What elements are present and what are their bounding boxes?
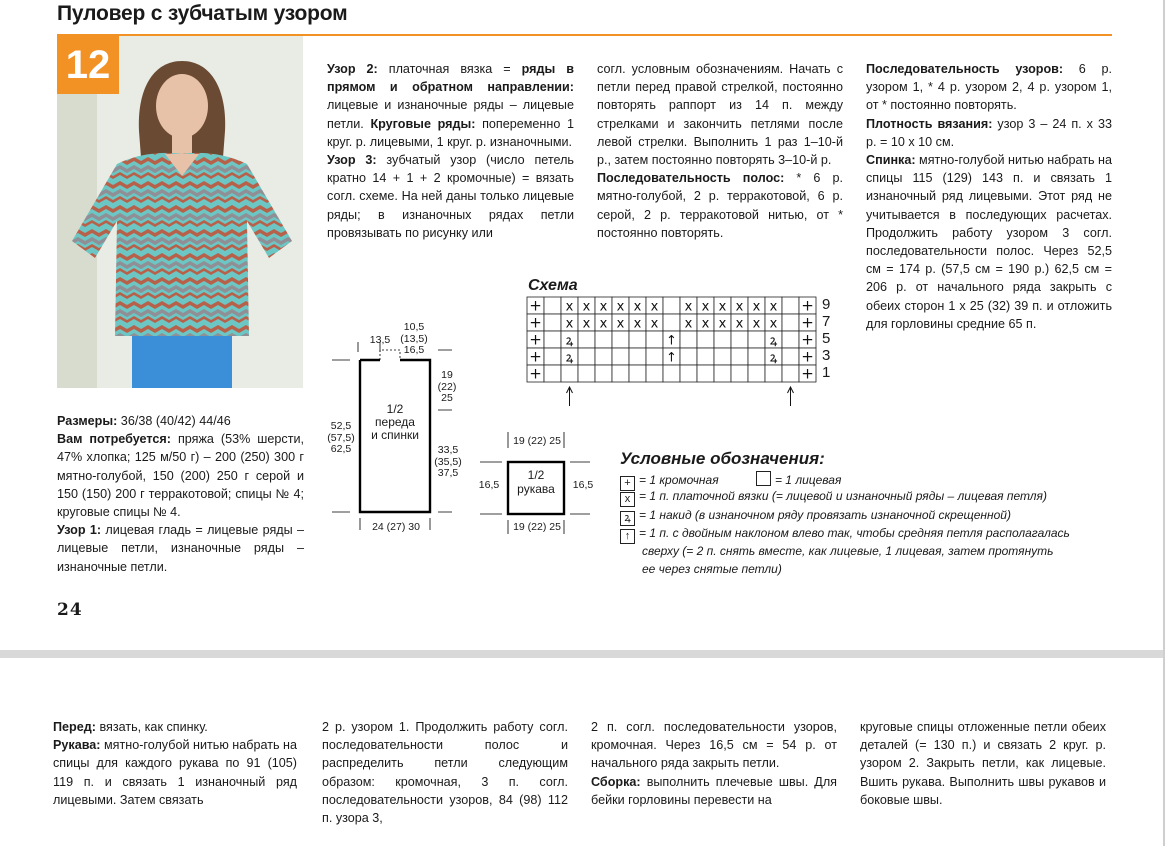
chart-cell <box>612 365 629 382</box>
model-number-badge: 12 <box>57 36 119 94</box>
garter-stitch-symbol: x <box>684 299 693 315</box>
pattern2-text-e: попеременно 1 круг. р. лицевыми, 1 круг. р. изнаночными. <box>327 116 575 149</box>
stripes-value: * 6 р. мятно-голубой, 2 р. терракотовой, 6 р. серой, 2 р. терракотовой нитью, от * постоянно повторять. <box>597 171 843 240</box>
legend-decrease-2: сверху (= 2 п. снять вместе, как лицевые, 1 лицевая, затем протянуть <box>642 544 1054 558</box>
garter-stitch-symbol: x <box>633 316 642 332</box>
body-length-label: 52,5 (57,5) 62,5 <box>327 420 355 455</box>
edge-stitch-symbol: + <box>801 330 814 349</box>
pattern1-value: лицевая гладь = лицевые ряды – лицевые петли, изнаночные ряды – изнаночные петли. <box>57 523 304 574</box>
garter-stitch-symbol: x <box>582 299 591 315</box>
bottom-column-1 <box>53 718 297 809</box>
chart-cell <box>680 348 697 365</box>
garter-stitch-symbol: x <box>650 316 659 332</box>
pattern2-text-d: Круговые ряды: <box>370 116 476 131</box>
row-number-3: 3 <box>822 347 831 364</box>
edge-stitch-symbol: + <box>801 364 814 383</box>
sleeve-right-label: 16,5 <box>572 479 594 491</box>
chart-cell <box>663 314 680 331</box>
double-decrease-symbol: ↑ <box>666 350 677 366</box>
chart-cell <box>544 348 561 365</box>
chart-cell <box>697 331 714 348</box>
chart-cell <box>629 331 646 348</box>
assembly-continued: круговые спицы отложенные петли обеих деталей (= 130 п.) и связать 2 круг. р. узором 2. Закрыть петли, как лицевые. Вшить рукава. Выполнить швы рукавов и боковые швы. <box>860 720 1106 807</box>
garter-stitch-symbol: x <box>701 316 710 332</box>
bottom-column-3 <box>591 718 837 809</box>
repeat-start-arrow <box>567 387 573 406</box>
repeat-end-arrow <box>788 387 794 406</box>
garter-stitch-symbol: x <box>718 299 727 315</box>
row-number-7: 7 <box>822 313 831 330</box>
chart-cell <box>595 348 612 365</box>
legend-dec-text-1: = 1 п. с двойным наклоном влево так, чтобы средняя петля располагалась <box>639 526 1070 540</box>
chart-cell <box>595 331 612 348</box>
chart-cell <box>646 348 663 365</box>
schema-title: Схема <box>528 277 578 294</box>
pattern3-label: Узор 3: <box>327 153 377 168</box>
chart-cell <box>544 365 561 382</box>
yarn-over-icon: ꝝ <box>620 511 635 526</box>
garter-stitch-symbol: x <box>599 299 608 315</box>
chart-cell <box>748 331 765 348</box>
model-photo <box>57 36 303 388</box>
garter-stitch-symbol: x <box>582 316 591 332</box>
legend-yo-text: = 1 накид (в изнаночном ряду провязать изнаночной скрещенной) <box>639 508 1011 522</box>
legend-knit-text: = 1 лицевая <box>774 473 842 487</box>
stripes-label: Последовательность полос: <box>597 171 785 186</box>
edge-stitch-symbol: + <box>529 330 542 349</box>
legend-title: Условные обозначения: <box>620 449 825 468</box>
chart-cell <box>663 365 680 382</box>
front-value: вязать, как спинку. <box>95 720 208 734</box>
garter-stitch-symbol: x <box>684 316 693 332</box>
chart-cell <box>697 365 714 382</box>
body-side-label: 33,5 (35,5) 37,5 <box>434 444 462 479</box>
chart-cell <box>782 297 799 314</box>
bottom-column-2 <box>322 718 568 827</box>
body-piece-label: 1/2 переда и спинки <box>371 402 419 442</box>
yarn-over-symbol: ꝝ <box>769 333 778 349</box>
yarn-over-symbol: ꝝ <box>565 333 574 349</box>
chart-cell <box>578 348 595 365</box>
body-armhole-label: 19 (22) 25 <box>437 369 457 404</box>
garter-stitch-symbol: x <box>565 316 574 332</box>
page-number: 24 <box>57 600 83 620</box>
sizes-label: Размеры: <box>57 414 118 428</box>
garter-stitch-symbol: x <box>650 299 659 315</box>
pattern2-text-c: лицевые и изнаночные ряды – лицевые петли. <box>327 98 574 131</box>
garter-stitch-symbol: x <box>769 299 778 315</box>
yarn-over-symbol: ꝝ <box>769 350 778 366</box>
sequence-label: Последовательность узоров: <box>866 62 1064 76</box>
garter-stitch-symbol: x <box>701 299 710 315</box>
pattern3-continued: согл. условным обозначениям. Начать с петли перед правой стрелкой, постоянно повторять раппорт из 14 п. между стрелками и закончить петлями после левой стрелки. Выполнить 1 раз 1–10-й р., затем постоянно повторять 3–10-й р. <box>597 62 843 168</box>
garter-stitch-symbol: x <box>616 316 625 332</box>
edge-stitch-symbol: + <box>529 347 542 366</box>
yarn-over-symbol: ꝝ <box>565 350 574 366</box>
chart-cell <box>646 365 663 382</box>
front-label: Перед: <box>53 720 96 734</box>
pattern1-label: Узор 1: <box>57 523 102 538</box>
chart-cell <box>544 331 561 348</box>
page-bottom <box>0 658 1165 846</box>
chart-cell <box>646 331 663 348</box>
chart-cell <box>782 348 799 365</box>
garter-stitch-symbol: x <box>718 316 727 332</box>
double-decrease-symbol: ↑ <box>666 333 677 349</box>
page-separator <box>0 650 1165 658</box>
garter-stitch-symbol: x <box>616 299 625 315</box>
legend-decrease-3: ее через снятые петли) <box>642 562 782 576</box>
chart-cell <box>782 365 799 382</box>
chart-cell <box>748 365 765 382</box>
chart-cell <box>731 348 748 365</box>
sleeves-value: мятно-голубой нитью набрать на спицы для каждого рукава по 91 (105) 119 п. и связать 1 изнаночный ряд лицевыми. Затем связать <box>53 738 297 807</box>
sequence-value: 6 р. узором 1, * 4 р. узором 2, 4 р. узором 1, от * постоянно повторять. <box>866 62 1112 113</box>
sleeves-end: 2 п. согл. последовательности узоров, кромочная. Через 16,5 см = 54 р. от начального ряда закрыть петли. <box>591 720 837 771</box>
sleeve-top-label: 19 (22) 25 <box>513 435 561 447</box>
materials-value: пряжа (53% шерсти, 47% хлопка; 125 м/50 г) – 200 (250) 300 г мятно-голубой, 150 (200) 250 г серой и 150 (150) 200 г терракотовой; спицы № 4; круговые спицы № 4. <box>57 432 305 520</box>
garter-stitch-symbol: x <box>752 299 761 315</box>
density-value: узор 3 – 24 п. х 33 р. = 10 х 10 см. <box>866 116 1112 149</box>
pattern3-value: зубчатый узор (число петель кратно 14 + 1 + 2 кромочные) = вязать согл. схеме. На ней даны только лицевые ряды; в изнаночных рядах петли провязывать по рисунку или <box>327 153 574 240</box>
edge-stitch-symbol: + <box>529 296 542 315</box>
chart-cell <box>731 365 748 382</box>
row-number-5: 5 <box>822 330 831 347</box>
back-value: мятно-голубой нитью набрать на спицы 115 (129) 143 п. и связать 1 изнаночный ряд лицевыми. Этот ряд не учитывается в последующих расчетах. Продолжить работу узором 3 согл. последовательности полос. Через 52,5 см = 174 р. (57,5 см = 190 р.) 62,5 см = 206 р. от начального ряда закрыть с обеих сторон 1 х 25 (32) 39 п. и отложить для горловины средние 65 п. <box>866 153 1112 331</box>
body-neck-label: 10,5 (13,5) 16,5 <box>400 321 428 356</box>
edge-stitch-symbol: + <box>529 313 542 332</box>
materials-column <box>57 412 304 576</box>
chart-cell <box>748 348 765 365</box>
legend-garter-text: = 1 п. платочной вязки (= лицевой и изнаночный ряды – лицевая петля) <box>639 489 1047 503</box>
sleeve-piece-label: 1/2 рукава <box>517 468 555 496</box>
body-width-label: 24 (27) 30 <box>372 521 420 533</box>
chart-cell <box>782 331 799 348</box>
chart-cell <box>697 348 714 365</box>
pattern2-text-a: платочная вязка = <box>377 62 522 76</box>
legend-decrease <box>620 526 1070 544</box>
sleeves-continued: 2 р. узором 1. Продолжить работу согл. последовательности полос и распределить петли следующим образом: кромочная, 3 п. согл. последовательности узоров, 84 (98) 112 п. узора 3, <box>322 720 568 826</box>
chart-cell <box>544 297 561 314</box>
materials-label: Вам потребуется: <box>57 432 171 447</box>
back-label: Спинка: <box>866 153 916 168</box>
edge-stitch-symbol: + <box>801 347 814 366</box>
sleeves-label: Рукава: <box>53 738 101 753</box>
garter-stitch-icon: x <box>620 492 635 507</box>
chart-cell <box>578 331 595 348</box>
edge-stitch-symbol: + <box>801 313 814 332</box>
double-decrease-icon: ↑ <box>620 529 635 544</box>
legend-garter <box>620 489 1047 507</box>
garter-stitch-symbol: x <box>735 299 744 315</box>
body-shoulder-label: 13,5 <box>369 334 391 346</box>
sleeve-left-label: 16,5 <box>478 479 500 491</box>
chart-cell <box>731 331 748 348</box>
garter-stitch-symbol: x <box>752 316 761 332</box>
row-number-9: 9 <box>822 296 831 313</box>
legend-yarnover <box>620 508 1011 526</box>
bottom-column-4 <box>860 718 1106 809</box>
assembly-value: выполнить плечевые швы. Для бейки горловины перевести на <box>591 774 837 807</box>
chart-cell <box>578 365 595 382</box>
density-label: Плотность вязания: <box>866 116 993 131</box>
sizes-value: 36/38 (40/42) 44/46 <box>117 414 231 428</box>
legend-edge <box>620 471 841 491</box>
chart-cell <box>612 348 629 365</box>
chart-cell <box>544 314 561 331</box>
knitting-chart <box>526 296 826 408</box>
legend-edge-text: = 1 кромочная <box>639 473 719 487</box>
garter-stitch-symbol: x <box>565 299 574 315</box>
chart-cell <box>612 331 629 348</box>
row-number-1: 1 <box>822 364 831 381</box>
assembly-label: Сборка: <box>591 774 641 789</box>
edge-stitch-icon: + <box>620 476 635 491</box>
chart-cell <box>765 365 782 382</box>
knit-stitch-icon <box>756 471 771 486</box>
chart-cell <box>680 331 697 348</box>
edge-stitch-symbol: + <box>801 296 814 315</box>
text-column-2 <box>327 60 574 242</box>
text-column-4 <box>866 60 1112 333</box>
chart-cell <box>714 348 731 365</box>
garter-stitch-symbol: x <box>735 316 744 332</box>
pattern2-text-b: ряды в прямом и обратном направлении: <box>327 62 574 95</box>
garter-stitch-symbol: x <box>769 316 778 332</box>
edge-stitch-symbol: + <box>529 364 542 383</box>
chart-cell <box>629 348 646 365</box>
chart-cell <box>714 331 731 348</box>
chart-cell <box>714 365 731 382</box>
chart-cell <box>680 365 697 382</box>
pattern2-label: Узор 2: <box>327 62 378 76</box>
chart-cell <box>595 365 612 382</box>
chart-cell <box>782 314 799 331</box>
chart-cell <box>561 365 578 382</box>
garter-stitch-symbol: x <box>633 299 642 315</box>
page-title: Пуловер с зубчатым узором <box>57 2 348 25</box>
chart-cell <box>663 297 680 314</box>
sleeve-bottom-label: 19 (22) 25 <box>513 521 561 533</box>
garter-stitch-symbol: x <box>599 316 608 332</box>
text-column-3 <box>597 60 843 242</box>
chart-cell <box>629 365 646 382</box>
